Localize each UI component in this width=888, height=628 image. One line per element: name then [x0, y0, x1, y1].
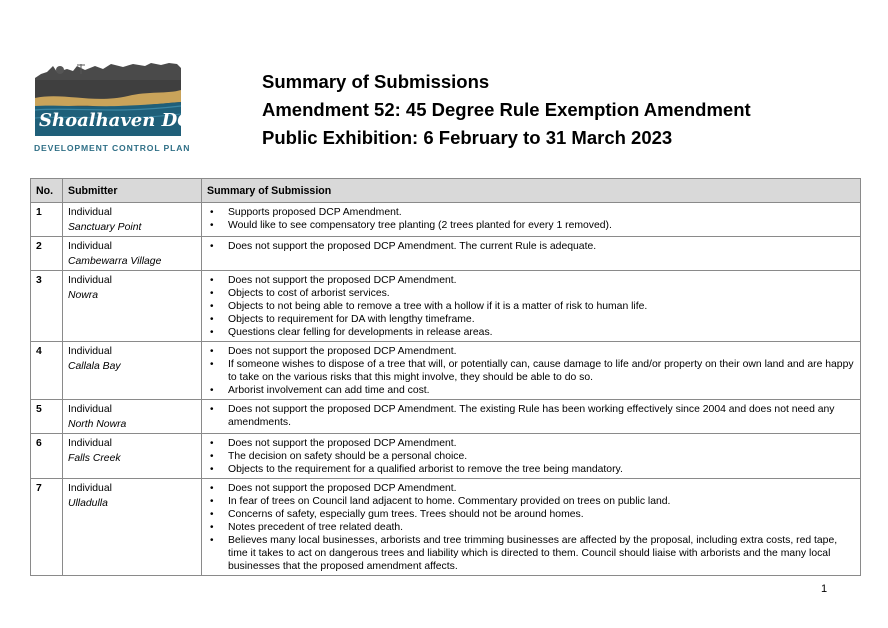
summary-points — [207, 482, 855, 573]
table-row — [31, 479, 861, 576]
submitter-cell — [63, 271, 202, 342]
summary-point: • The decision on safety should be a personal choice. — [207, 450, 855, 463]
shoalhaven-dcp-logo — [33, 60, 206, 156]
submitter-location: Falls Creek — [68, 453, 121, 464]
summary-point: • In fear of trees on Council land adjacent to home. Commentary provided on trees on public land. — [207, 495, 855, 508]
summary-points — [207, 403, 855, 429]
table-row — [31, 342, 861, 400]
title-line-2: Amendment 52: 45 Degree Rule Exemption Amendment — [262, 99, 751, 120]
row-number: 5 — [31, 400, 63, 434]
summary-point: • Objects to cost of arborist services. — [207, 287, 855, 300]
submitter-cell — [63, 479, 202, 576]
table-row — [31, 237, 861, 271]
submitter-location: Ulladulla — [68, 498, 108, 509]
submissions-table — [30, 178, 861, 576]
submitter-location: Sanctuary Point — [68, 222, 142, 233]
submitter-location: North Nowra — [68, 419, 127, 430]
summary-point: • Supports proposed DCP Amendment. — [207, 206, 855, 219]
document-title-block — [262, 68, 751, 152]
summary-cell — [202, 434, 861, 479]
table-row — [31, 203, 861, 237]
submitter-type: Individual — [68, 404, 112, 415]
summary-point: • Does not support the proposed DCP Amendment. The current Rule is adequate. — [207, 240, 855, 253]
header-no: No. — [31, 179, 63, 203]
summary-points — [207, 240, 855, 253]
summary-points — [207, 206, 855, 232]
submitter-type: Individual — [68, 275, 112, 286]
summary-cell — [202, 203, 861, 237]
summary-cell — [202, 479, 861, 576]
submitter-type: Individual — [68, 438, 112, 449]
summary-point: • Objects to the requirement for a qualified arborist to remove the tree being mandatory. — [207, 463, 855, 476]
summary-point: • Objects to requirement for DA with lengthy timeframe. — [207, 313, 855, 326]
header-submitter: Submitter — [63, 179, 202, 203]
summary-point: • If someone wishes to dispose of a tree that will, or potentially can, cause damage to life and/or property on their own land and are happy to take on the various risks that this might involve, they should be able to do so. — [207, 358, 855, 384]
logo-tagline: DEVELOPMENT CONTROL PLAN — [34, 143, 191, 153]
row-number: 1 — [31, 203, 63, 237]
summary-cell — [202, 400, 861, 434]
submitter-location: Nowra — [68, 290, 99, 301]
logo-text: Shoalhaven DCP — [39, 110, 206, 131]
row-number: 4 — [31, 342, 63, 400]
submitter-type: Individual — [68, 483, 112, 494]
row-number: 6 — [31, 434, 63, 479]
summary-points — [207, 274, 855, 339]
table-header-row — [31, 179, 861, 203]
table-row — [31, 434, 861, 479]
submitter-type: Individual — [68, 207, 112, 218]
submitter-cell — [63, 400, 202, 434]
summary-cell — [202, 271, 861, 342]
summary-point: • Does not support the proposed DCP Amendment. — [207, 437, 855, 450]
summary-point: • Does not support the proposed DCP Amendment. — [207, 482, 855, 495]
summary-points — [207, 437, 855, 476]
submitter-location: Callala Bay — [68, 361, 121, 372]
summary-cell — [202, 342, 861, 400]
summary-points — [207, 345, 855, 397]
summary-point: • Does not support the proposed DCP Amendment. — [207, 345, 855, 358]
submitter-type: Individual — [68, 241, 112, 252]
header-summary: Summary of Submission — [202, 179, 861, 203]
summary-point: • Concerns of safety, especially gum trees. Trees should not be around homes. — [207, 508, 855, 521]
row-number: 3 — [31, 271, 63, 342]
summary-point: • Does not support the proposed DCP Amendment. The existing Rule has been working effectively since 2004 and does not need any amendments. — [207, 403, 855, 429]
submitter-location: Cambewarra Village — [68, 256, 162, 267]
title-line-3: Public Exhibition: 6 February to 31 March 2023 — [262, 127, 673, 148]
table-row — [31, 271, 861, 342]
summary-point: • Does not support the proposed DCP Amendment. — [207, 274, 855, 287]
summary-point: • Would like to see compensatory tree planting (2 trees planted for every 1 removed). — [207, 219, 855, 232]
table-row — [31, 400, 861, 434]
summary-point: • Questions clear felling for developments in release areas. — [207, 326, 855, 339]
submitter-cell — [63, 237, 202, 271]
submitter-type: Individual — [68, 346, 112, 357]
summary-point: • Objects to not being able to remove a tree with a hollow if it is a matter of risk to human life. — [207, 300, 855, 313]
summary-point: • Believes many local businesses, arborists and tree trimming businesses are affected by the proposal, including extra costs, red tape, time it takes to act on dangerous trees and liability which is directed to them. Council should liaise with arborists and the many local businesses that the proposed amendment affects. — [207, 534, 855, 573]
submitter-cell — [63, 434, 202, 479]
summary-point: • Notes precedent of tree related death. — [207, 521, 855, 534]
summary-cell — [202, 237, 861, 271]
summary-point: • Arborist involvement can add time and cost. — [207, 384, 855, 397]
submitter-cell — [63, 203, 202, 237]
title-line-1: Summary of Submissions — [262, 71, 490, 92]
page-number: 1 — [821, 583, 828, 595]
submitter-cell — [63, 342, 202, 400]
row-number: 2 — [31, 237, 63, 271]
row-number: 7 — [31, 479, 63, 576]
